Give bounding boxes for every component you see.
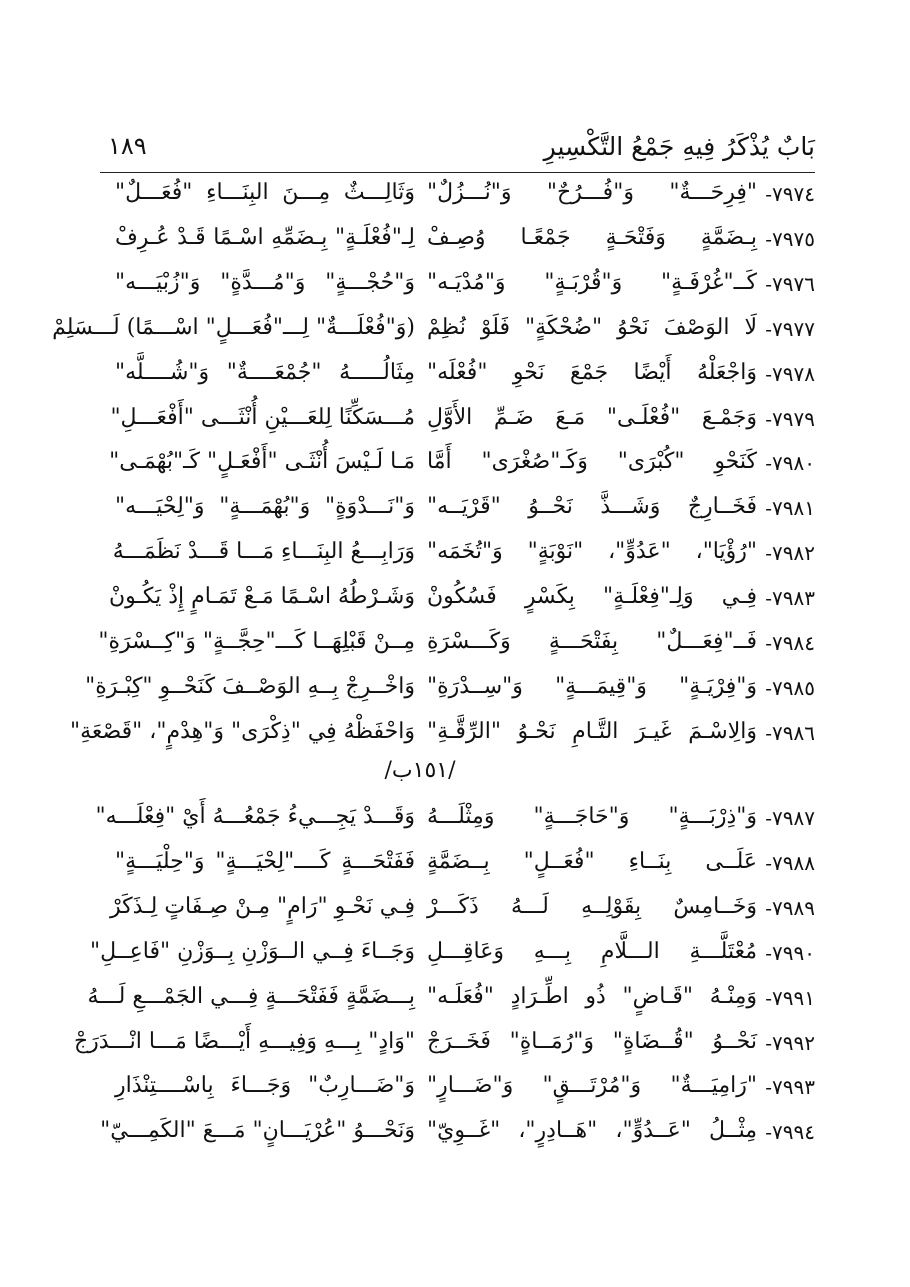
verse-line [85,670,815,714]
first-hemistich: وَ"فِرْيَـةٍ" وَ"قِيمَـــةٍ" وَ"سِــدْرَةِ" [427,673,757,699]
verse-line [73,1025,815,1069]
verse-line [100,845,815,889]
first-hemistich: "رَامِيَـــةٌ" وَ"مُرْتَـــقٍ" وَ"ضَـــارٍ" [427,1073,757,1099]
verse-line [100,445,815,489]
verse-number: ٧٩٨٠- [765,451,815,476]
second-hemistich: مِثَالُـــــهُ "جُمْعَــــةٌ" وَ"شُــــلَّه" [115,359,415,385]
first-hemistich: "فِرِحَـــةٌ" وَ"فُـــرُحٌ" وَ"نُـــزُلٌ" [427,180,757,205]
second-hemistich: وَاخْــرِجْ بِــهِ الوَصْــفَ كَنَحْــوِ "كِبْـرَةِ" [85,673,415,699]
verse-number: ٧٩٧٩- [765,406,815,431]
first-hemistich: لَا الوَصْفَ نَحْوُ "ضُحْكَةٍ" فَلَوْ نُظِمْ [427,314,757,340]
second-hemistich: لِـ"فُعْلَـةٍ" بِـضَمِّهِ اسْـمًا قَـدْ عُـرِفْ [115,224,415,250]
verse-number: ٧٩٨٥- [765,675,815,700]
verse-number: ٧٩٧٦- [765,271,815,296]
first-hemistich: "رُؤْيَا"، "عَدُوٍّ"، "نَوْبَةٍ" وَ"تُخَمَه" [427,539,757,565]
page-number: ١٨٩ [108,132,147,160]
second-hemistich: وَ"نَـــدْوَةٍ" وَ"بُهْمَـــةٍ" وَ"لِحْيَـــه" [115,494,415,520]
verse-line [100,221,815,265]
verse-number: ٧٩٩١- [765,985,815,1010]
first-hemistich: وَالِاسْـمَ غَيـرَ التَّـامِ نَحْـوُ "الرِّقَّـةِ" [427,718,757,744]
verse-line [87,980,815,1024]
first-hemistich: وَخَــامِسٌ بِقَوْلِــهِ لَـــهُ ذَكَـــرْ [427,893,757,919]
second-hemistich: وَشَـرْطُهُ اسْـمًا مَـعْ تَمَـامٍ إِذْ يَكُـونْ [108,584,415,610]
verse-number: ٧٩٩٢- [765,1030,815,1055]
verse-number: ٧٩٨٢- [765,541,815,566]
first-hemistich: فَخَــارِجٌ وَشَـــذَّ نَحْــوُ "قَرْيَــه" [427,494,757,520]
verse-line [100,356,815,400]
first-hemistich: وَجَمْـعَ "فُعْلَـى" مَـعَ ضَـمِّ الأَوَّلِ [427,404,757,430]
second-hemistich: وَ"حُجْـــةٍ" وَ"مُـــدَّةٍ" وَ"زُبْيَـــه" [115,269,415,295]
verse-number: ٧٩٨٨- [765,850,815,875]
second-hemistich: وَقَـــدْ يَجِـــيءُ جَمْعُـــهُ أَيْ "فِعْلَـــه" [95,804,415,829]
verse-number: ٧٩٩٤- [765,1120,815,1145]
second-hemistich: وَثَالِـــثٌ مِـــنَ البِنَـــاءِ "فُعَـــلٌ" [115,180,415,205]
first-hemistich: مُعْتَلَّـــةِ الـــلَّامِ بِـــهِ وَعَاقِـــلِ [427,938,757,964]
verse-number: ٧٩٩٣- [765,1075,815,1100]
second-hemistich: (وَ"فُعْلَـــةٌ" لِـــ"فُعَـــلٍ" اسْـــمًا) لَـــسَلِمْ [52,314,415,340]
first-hemistich: وَ"ذِرْبَـــةٍ" وَ"حَاجَـــةٍ" وَمِثْلَـــهُ [427,804,757,829]
verse-number: ٧٩٨٣- [765,586,815,611]
verse-line [100,890,815,934]
first-hemistich: بِـضَمَّةٍ وَفَتْحَـةٍ جَمْعًـا وُصِـفْ [427,224,757,250]
first-hemistich: مِثْــلُ "عَــدُوٍّ"، "هَــادِرٍ"، "غَــوِيّ" [427,1118,757,1144]
verse-line [100,1114,815,1158]
second-hemistich: فَفَتْحَـــةٍ كَــــ"لِحْيَـــةٍ" وَ"حِلْيَـــةٍ" [115,848,415,874]
verse-line [100,490,815,534]
verse-number: ٧٩٧٥- [765,226,815,251]
verse-line [100,401,815,445]
first-hemistich: وَاجْعَلْهُ أَيْضًا جَمْعَ نَحْوِ "فُعْلَه" [427,359,757,385]
second-hemistich: "وَادٍ" بِـــهِ وَفِيـــهِ أَيْـــضًا مَـــا انْـــدَرَجْ [73,1028,415,1054]
verse-number: ٧٩٨٩- [765,895,815,920]
first-hemistich: فِـي وَلِـ"فِعْلَـةٍ" بِكَسْرٍ فَسُكُونْ [427,584,757,610]
verse-number: ٧٩٨٧- [765,806,815,830]
first-hemistich: وَمِنْـهُ "قَـاضٍ" ذُو اطِّـرَادٍ "فُعَلَـه" [427,983,757,1009]
verse-number: ٧٩٨١- [765,496,815,521]
verse-line [95,800,815,844]
verse-number: ٧٩٧٧- [765,316,815,341]
verse-number: ٧٩٧٨- [765,361,815,386]
second-hemistich: وَ"ضَـــارِبٌ" وَجَـــاءَ بِاسْــــتِنْذَارِ [115,1073,415,1099]
second-hemistich: مَـا لَـيْسَ أُنْثَـى "أَفْعَـلٍ" كَـ"بُهْمَـى" [109,449,415,475]
verse-line [100,625,815,669]
second-hemistich: وَجَــاءَ فِــي الــوَزْنِ بِــوَزْنِ "فَاعِــلِ" [89,938,415,964]
verse-line [100,535,815,579]
second-hemistich: وَرَابِـــعُ البِنَـــاءِ مَـــا قَـــدْ نَظَمَـــهُ [112,539,415,565]
first-hemistich: نَحْــوُ "قُــضَاةٍ" وَ"رُمَــاةٍ" فَخَــرَجْ [427,1028,757,1054]
verse-number: ٧٩٨٦- [765,720,815,745]
second-hemistich: وَنَحْـــوُ "عُرْيَـــانٍ" مَـــعَ "الكَمِـــيّ" [100,1118,415,1144]
second-hemistich: مُـــسَكِّنًا لِلعَـــيْنِ أُنْثَـــى "أَفْعَـــلِ" [110,404,415,430]
verse-number: ٧٩٩٠- [765,940,815,965]
second-hemistich: بِـــضَمَّةٍ فَفَتْحَـــةٍ فِـــي الجَمْـــعِ لَـــهُ [87,983,415,1009]
first-hemistich: كَــ"غُرْفَـةٍ" وَ"قُرْبَـةٍ" وَ"مُدْيَـه" [427,269,757,295]
manuscript-folio-marker: /١٥١ب/ [384,758,456,783]
verse-line [100,266,815,310]
verse-line [89,935,815,979]
verse-line [52,311,815,355]
second-hemistich: مِــنْ قَبْلِهَــا كَـــ"حِجَّــةٍ" وَ"كِــسْرَةِ" [98,629,415,654]
verse-line [100,580,815,624]
second-hemistich: فِـي نَحْـوِ "رَامٍ" مِـنْ صِـفَاتٍ لِـذَكَرْ [110,893,415,919]
first-hemistich: فَــ"فِعَـــلٌ" بِفَتْحَـــةٍ وَكَـــسْرَةِ [427,629,757,654]
verse-number: ٧٩٧٤- [765,182,815,206]
verse-line [100,1069,815,1113]
running-header [100,128,815,173]
first-hemistich: عَلَــى بِنَــاءِ "فُعَــلٍ" بِــضَمَّةٍ [427,848,757,874]
second-hemistich: وَاحْفَظْهُ فِي "ذِكْرَى" وَ"هِدْمٍ"، "قَصْعَةِ" [70,718,415,744]
verse-line [100,176,815,220]
chapter-title: بَابٌ يُذْكَرُ فِيهِ جَمْعُ التَّكْسِيرِ [543,132,815,161]
verse-number: ٧٩٨٤- [765,631,815,655]
verse-line [70,715,815,759]
first-hemistich: كَنَحْوِ "كُبْرَى" وَكَـ"صُغْرَى" أَمَّا [427,449,757,475]
